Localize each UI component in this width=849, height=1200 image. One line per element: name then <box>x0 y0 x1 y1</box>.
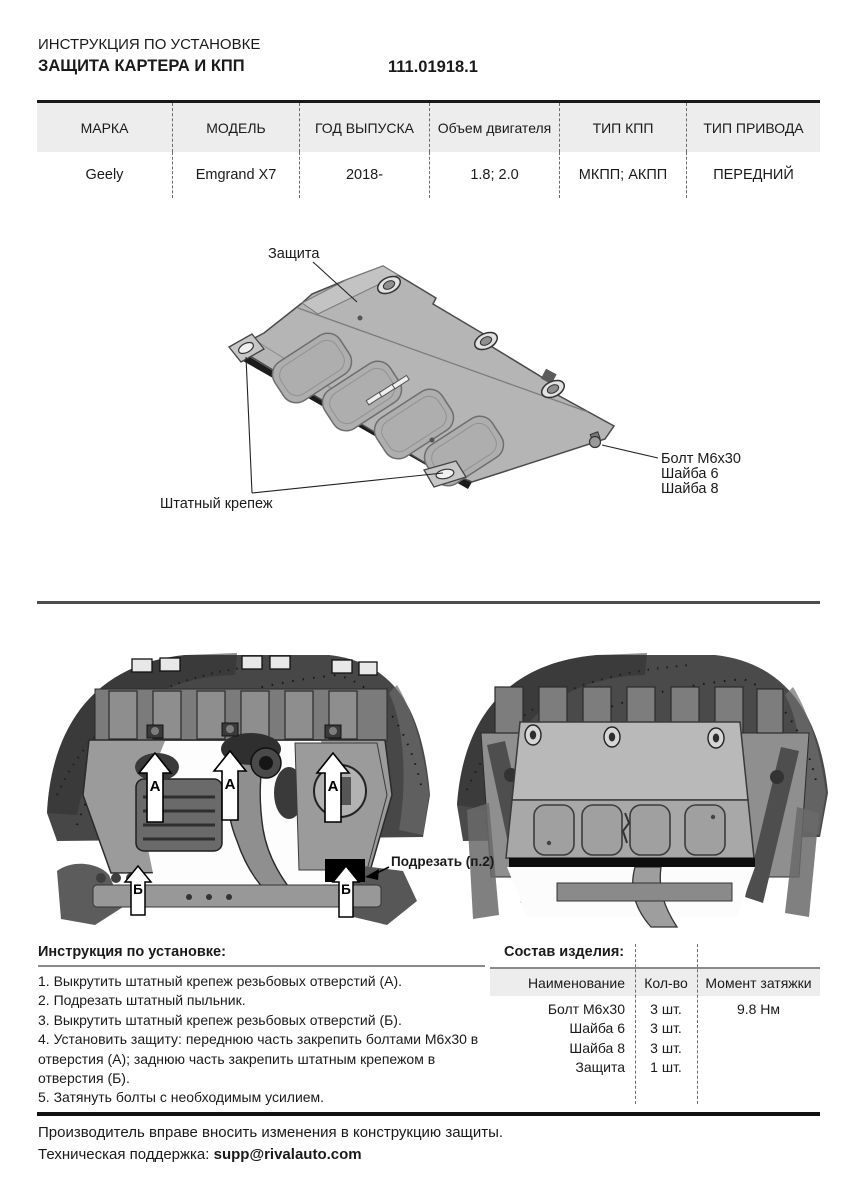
part-qty: 3 шт. <box>650 1000 682 1017</box>
part-name: Защита <box>575 1059 625 1076</box>
photo-underbody-after <box>457 653 828 927</box>
product-title: ЗАЩИТА КАРТЕРА И КПП <box>38 57 245 75</box>
instructions-section <box>38 944 485 1108</box>
parts-divider <box>697 944 698 1104</box>
footer-note: Производитель вправе вносить изменения в конструкцию защиты. <box>38 1124 504 1141</box>
section-divider <box>37 601 820 604</box>
label-washer-6: Шайба 6 <box>661 466 719 482</box>
part-name: Шайба 8 <box>569 1039 625 1056</box>
label-washer-8: Шайба 8 <box>661 481 719 497</box>
installed-plate-edge <box>509 858 755 867</box>
plate-small-hole <box>358 316 363 321</box>
instruction-step: 4. Установить защиту: переднюю часть закрепить болтами М6х30 в отверстия (А); заднюю часть закрепить штатным крепежом в отверстия (Б). <box>38 1031 479 1087</box>
label-plate: Защита <box>268 246 320 262</box>
instruction-step: 3. Выкрутить штатный крепеж резьбовых отверстий (Б). <box>38 1011 402 1028</box>
spec-header-engine: Объем двигателя <box>429 103 559 152</box>
svg-text:Б: Б <box>341 882 351 897</box>
spec-value-year: 2018- <box>299 152 429 198</box>
doc-type-title: ИНСТРУКЦИЯ ПО УСТАНОВКЕ <box>38 36 261 53</box>
part-qty: 3 шт. <box>650 1039 682 1056</box>
part-name: Болт М6х30 <box>547 1000 625 1017</box>
parts-row <box>490 999 820 1019</box>
instruction-step: 5. Затянуть болты с необходимым усилием. <box>38 1089 325 1106</box>
parts-header-qty: Кол-во <box>644 974 688 991</box>
underbody-photos <box>37 645 837 930</box>
bolt-icon <box>590 432 601 448</box>
parts-divider <box>635 944 636 1104</box>
parts-header-name: Наименование <box>527 974 625 991</box>
part-torque: 9.8 Нм <box>736 1000 781 1017</box>
part-number: 111.01918.1 <box>388 58 478 76</box>
cut-note-label: Подрезать (п.2) <box>391 854 495 869</box>
instructions-title: Инструкция по установке: <box>38 944 226 960</box>
spec-header-year: ГОД ВЫПУСКА <box>299 103 429 152</box>
footer-support-label: Техническая поддержка: <box>38 1146 210 1163</box>
plate-diagram <box>0 230 849 570</box>
part-name: Шайба 6 <box>569 1020 625 1037</box>
footer-support-email: supp@rivalauto.com <box>213 1146 362 1163</box>
spec-value-engine: 1.8; 2.0 <box>429 152 559 198</box>
part-qty: 3 шт. <box>650 1020 682 1037</box>
spec-header-gearbox: ТИП КПП <box>559 103 686 152</box>
label-factory-fasteners: Штатный крепеж <box>160 496 273 512</box>
parts-row <box>490 1038 820 1058</box>
spec-data-row <box>37 152 820 198</box>
footer-support <box>38 1146 362 1163</box>
spec-value-brand: Geely <box>85 167 124 183</box>
spec-header-drive: ТИП ПРИВОДА <box>686 103 820 152</box>
svg-text:А: А <box>149 778 161 795</box>
spec-value-gearbox: МКПП; АКПП <box>559 152 686 198</box>
vehicle-spec-table <box>37 100 820 198</box>
instructions-rule <box>38 965 485 967</box>
parts-row <box>490 1058 820 1078</box>
instruction-step: 1. Выкрутить штатный крепеж резьбовых отверстий (А). <box>38 973 402 989</box>
svg-text:Б: Б <box>133 882 143 897</box>
parts-header-row <box>490 969 820 996</box>
photo-underbody-before <box>47 653 430 925</box>
parts-title: Состав изделия: <box>504 944 625 960</box>
svg-text:А: А <box>224 776 236 793</box>
spec-header-brand: МАРКА <box>80 119 129 136</box>
footer-divider <box>37 1112 820 1116</box>
instruction-step: 2. Подрезать штатный пыльник. <box>38 992 246 1009</box>
spec-header-row <box>37 103 820 152</box>
label-bolt: Болт М6х30 <box>661 451 741 467</box>
plate-small-hole-2 <box>430 438 435 443</box>
parts-section <box>490 944 820 1077</box>
spec-header-model: МОДЕЛЬ <box>172 103 299 152</box>
part-qty: 1 шт. <box>650 1059 682 1076</box>
parts-header-torque: Момент затяжки <box>705 974 812 991</box>
parts-row <box>490 1019 820 1039</box>
svg-text:А: А <box>327 778 339 795</box>
spec-value-drive: ПЕРЕДНИЙ <box>686 152 820 198</box>
spec-value-model: Emgrand X7 <box>172 152 299 198</box>
